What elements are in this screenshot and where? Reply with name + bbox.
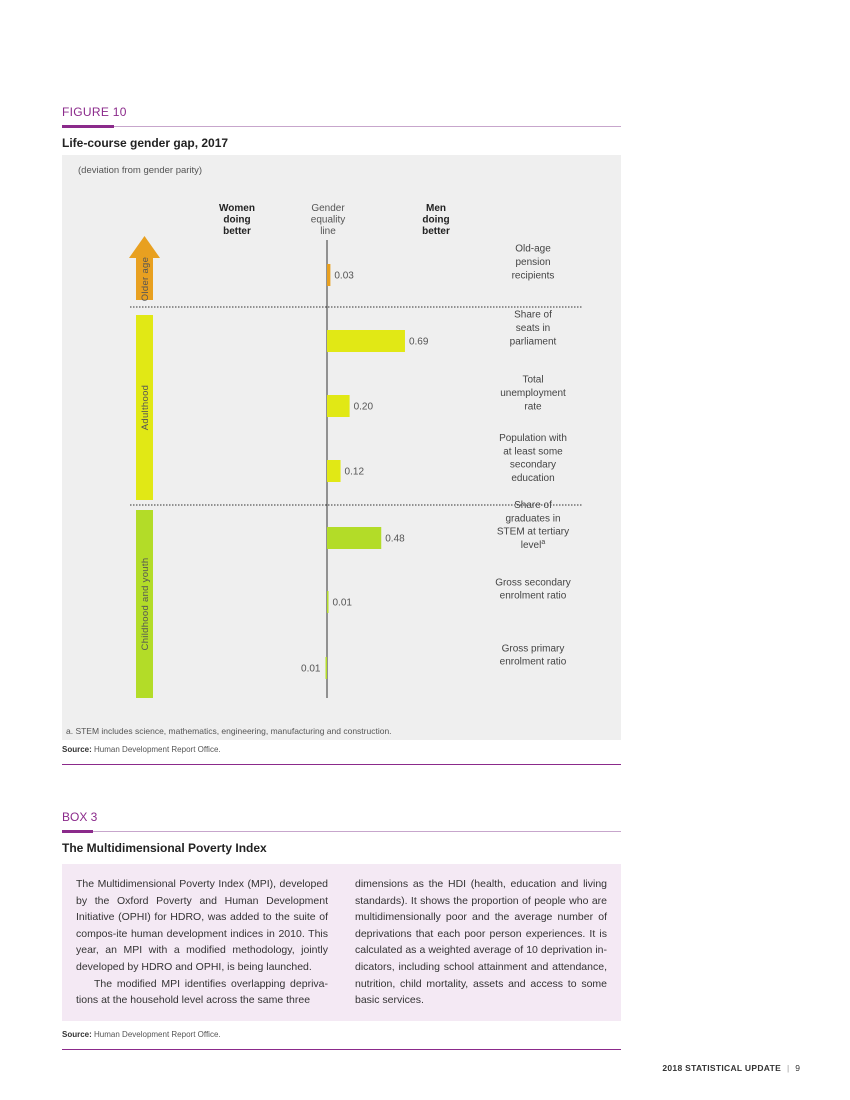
category-label: Population with at least some secondary education [499,433,567,484]
bar-2 [327,330,405,352]
bar-3 [327,395,350,417]
footer-separator: | [787,1063,790,1073]
box-col1-paragraph-1: The Multidimensional Poverty Index (MPI), developed by the Oxford Poverty and Human Development Initiative (OPHI) for HDRO, was added to the suite of compos-ite human development indices in 2010. This year, an MPI with a modified methodology, jointly developed by HDRO and OPHI, is being launched. [76,878,328,973]
figure-source-label: Source: [62,745,92,754]
box-rule-accent [62,830,93,833]
figure-source-rule [62,764,621,765]
bar-value-label: 0.20 [353,401,374,413]
bar-value-label: 0.12 [344,466,365,478]
bar-value-label: 0.48 [385,533,405,545]
header-women-doing-better: Women doing better [219,203,255,237]
bar-value-label: 0.01 [332,597,352,609]
category-label: Old-age pension recipients [511,243,555,282]
page-footer [662,1063,800,1073]
category-label: Gross secondary enrolment ratio [495,577,571,602]
box-rule [62,831,621,832]
box-source-label: Source: [62,1030,92,1039]
chart-subtitle: (deviation from gender parity) [78,165,203,176]
group-label: Older age [140,256,151,302]
figure-footnote: a. STEM includes science, mathematics, engineering, manufacturing and construction. [66,726,392,736]
bar-value-label: 0.03 [334,270,354,282]
group-label: Adulthood [140,384,151,431]
box-source-rule [62,1049,621,1050]
box-col2-paragraph-1: dimensions as the HDI (health, education and living standards). It shows the proportion of people who are multidimensionally poor and the average number of deprivations that each poor person experiences. It is calculated as a weighted average of 10 deprivation in-dicators, including school attainment and attendance, nutrition, child mortality, assets and access to some basic services. [355,878,607,1007]
header-men-doing-better: Men doing better [422,203,450,237]
category-label: Total unemployment rate [500,374,566,413]
box-source [62,1030,221,1039]
footer-publication: 2018 STATISTICAL UPDATE [662,1063,782,1073]
header-gender-equality-line: Gender equality line [310,203,346,237]
box-column-2 [355,876,607,1009]
bar-7 [326,657,328,679]
page-number: 9 [795,1063,800,1073]
bar-value-label: 0.69 [408,336,429,348]
bar-value-label: 0.01 [301,663,321,675]
figure-label: FIGURE 10 [62,105,127,119]
figure-source-text: Human Development Report Office. [94,745,221,754]
group-label: Childhood and youth [140,557,151,651]
category-label: Gross primary enrolment ratio [499,643,567,668]
box-col1-paragraph-2: The modified MPI identifies overlapping depriva-tions at the household level across the same three [76,977,328,1007]
figure-source [62,745,221,754]
category-label: Share of seats in parliament [509,309,557,348]
box-title: The Multidimensional Poverty Index [62,841,267,855]
bar-4 [327,460,341,482]
bar-5 [327,527,381,549]
older-age-arrow-head [129,236,160,258]
bar-6 [327,591,329,613]
box-column-1 [76,876,328,1009]
bar-1 [327,264,330,286]
figure-title: Life-course gender gap, 2017 [62,136,229,150]
box-label: BOX 3 [62,810,98,824]
category-label: Share of graduates in STEM at tertiary level$^a$ [496,500,570,551]
box-source-text: Human Development Report Office. [94,1030,221,1039]
